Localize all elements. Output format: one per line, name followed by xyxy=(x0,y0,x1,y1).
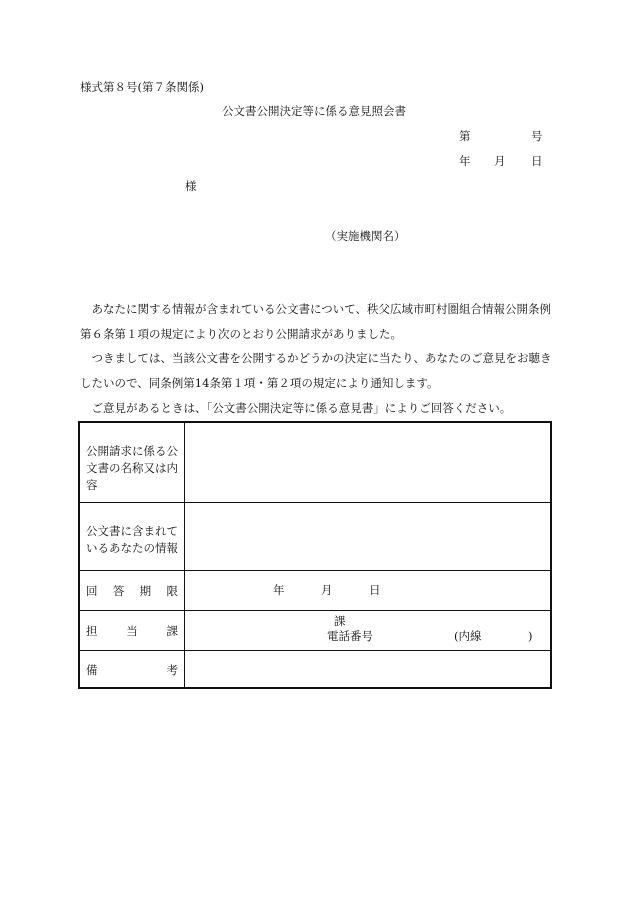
label-your-info: 公文書に含まれているあなたの情報 xyxy=(80,503,185,570)
body-paragraph-3 xyxy=(80,396,554,421)
table-row-remarks xyxy=(80,651,550,689)
label-department-c2: 当 xyxy=(126,623,138,638)
p3-text: ご意見があるときは、「公文書公開決定等に係る意見書」によりご回答ください。 xyxy=(91,401,512,415)
value-your-info[interactable] xyxy=(185,503,550,570)
date-year-label: 年 xyxy=(459,154,471,168)
p2-text: つきましては、当該公文書を公開するかどうかの決定に当たり、あなたのご意見をお聴きしたいので、同条例第14条第１項・第２項の規定により通知します。 xyxy=(80,351,552,390)
label-remarks xyxy=(80,651,185,689)
extension-close-label: ) xyxy=(528,629,533,643)
deadline-month-label: 月 xyxy=(321,583,333,597)
table-row-department xyxy=(80,611,550,651)
label-remarks-c2: 考 xyxy=(166,663,178,677)
label-deadline-c2: 答 xyxy=(112,583,125,598)
body-paragraph-1 xyxy=(80,297,554,347)
extension-open-label: (内線 xyxy=(454,629,482,643)
deadline-year-label: 年 xyxy=(273,583,285,597)
value-remarks[interactable] xyxy=(185,651,550,689)
phone-number-label: 電話番号 xyxy=(327,629,373,643)
date-day-label: 日 xyxy=(531,154,543,168)
value-department[interactable] xyxy=(185,611,550,650)
body-paragraph-2 xyxy=(80,346,554,396)
value-request-content[interactable] xyxy=(185,423,550,502)
document-title: 公文書公開決定等に係る意見照会書 xyxy=(222,104,406,118)
table-row-deadline xyxy=(80,571,550,611)
label-department-c1: 担 xyxy=(86,623,98,638)
number-prefix: 第 xyxy=(459,129,471,143)
label-deadline xyxy=(80,571,185,610)
table-row-request-content xyxy=(80,423,550,503)
p1-text: あなたに関する情報が含まれている公文書について、秩父広域市町村圏組合情報公開条例第６条第１項の規定により次のとおり公開請求がありました。 xyxy=(80,302,552,341)
department-ka-label: 課 xyxy=(334,614,346,628)
deadline-day-label: 日 xyxy=(369,583,381,597)
label-department-c3: 課 xyxy=(166,623,178,638)
number-suffix: 号 xyxy=(531,129,543,143)
label-remarks-c1: 備 xyxy=(86,663,98,677)
label-request-content: 公開請求に係る公文書の名称又は内容 xyxy=(80,423,185,502)
label-deadline-c4: 限 xyxy=(166,583,178,598)
form-table xyxy=(78,421,552,689)
label-deadline-c3: 期 xyxy=(139,583,152,598)
label-deadline-c1: 回 xyxy=(86,583,98,598)
addressee-suffix: 様 xyxy=(185,179,197,193)
date-month-label: 月 xyxy=(494,154,506,168)
table-row-your-info xyxy=(80,503,550,571)
value-deadline[interactable] xyxy=(185,571,550,610)
agency-name: （実施機関名） xyxy=(325,229,406,243)
label-department xyxy=(80,611,185,650)
form-id: 様式第８号(第７条関係) xyxy=(80,80,204,94)
